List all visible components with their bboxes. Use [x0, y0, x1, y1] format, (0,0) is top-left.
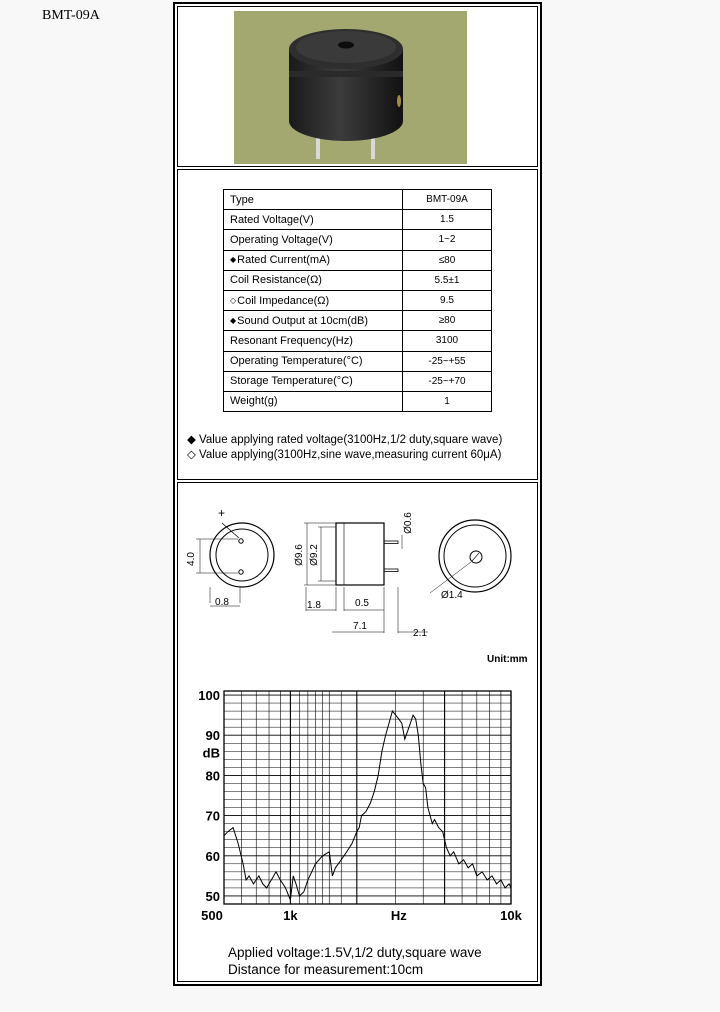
spec-value: -25~+70 [403, 371, 492, 391]
document-title: BMT-09A [42, 8, 100, 23]
spec-row [224, 230, 492, 250]
spec-param-label: Rated Current(mA) [237, 254, 331, 267]
spec-param [224, 351, 403, 371]
spec-param [224, 331, 403, 351]
dim-inner-dia-label: Ø9.2 [309, 544, 320, 566]
spec-param-label: Storage Temperature(°C) [230, 375, 353, 388]
spec-row [224, 371, 492, 391]
y-tick-label: 50 [205, 888, 220, 904]
spec-panel [177, 169, 538, 480]
buzzer-illustration [234, 11, 467, 164]
spec-marker: ◆ [230, 255, 237, 265]
spec-param [224, 210, 403, 230]
dim-pin-spacing-label: 1.8 [307, 600, 321, 611]
spec-param-label: Coil Resistance(Ω) [230, 274, 322, 287]
spec-value: 3100 [403, 331, 492, 351]
spec-row [224, 210, 492, 230]
spec-param-label: Operating Voltage(V) [230, 233, 333, 246]
unit-label: Unit:mm [487, 654, 528, 665]
spec-notes [187, 433, 502, 463]
bottom-view [430, 520, 511, 593]
note-filled: ◆ Value applying rated voltage(3100Hz,1/2 duty,square wave) [187, 434, 503, 446]
spec-param-label: Resonant Frequency(Hz) [230, 334, 353, 347]
x-tick-label: Hz [390, 908, 407, 923]
spec-value: ≥80 [403, 311, 492, 331]
spec-value: 9.5 [403, 290, 492, 310]
x-tick-label: 500 [201, 908, 223, 923]
spec-value: ≤80 [403, 250, 492, 270]
dim-pin-length-label: 2.1 [413, 628, 427, 639]
spec-header-row [224, 190, 492, 210]
spec-marker: ◇ [230, 295, 237, 305]
photo-panel [177, 6, 538, 167]
x-tick-label: 10k [500, 908, 522, 923]
product-photo [234, 11, 467, 164]
spec-row [224, 311, 492, 331]
dim-pin-offset-label: 0.8 [215, 597, 229, 608]
spec-param [224, 270, 403, 290]
y-tick-label: 60 [205, 848, 220, 864]
lower-panel [177, 482, 538, 982]
spec-value: 1.5 [403, 210, 492, 230]
spec-value: -25~+55 [403, 351, 492, 371]
dim-height-label: 4.0 [186, 552, 197, 566]
spec-row [224, 270, 492, 290]
plus-label: + [218, 506, 226, 520]
spec-param-label: Sound Output at 10cm(dB) [237, 314, 369, 327]
spec-marker: ◆ [230, 315, 237, 325]
spec-row [224, 391, 492, 411]
note-hollow: ◇ Value applying(3100Hz,sine wave,measuring current 60μA) [187, 449, 502, 461]
spec-param-label: Weight(g) [230, 395, 278, 408]
spec-value: 5.5±1 [403, 270, 492, 290]
spec-row [224, 290, 492, 310]
dim-base-label: 0.5 [355, 598, 369, 609]
spec-param [224, 311, 403, 331]
y-axis-ticks [198, 688, 220, 904]
spec-value: 1 [403, 391, 492, 411]
chart-caption [228, 944, 482, 978]
dim-pin-dia-label: Ø0.6 [403, 512, 414, 534]
caption-distance: Distance for measurement:10cm [228, 962, 424, 977]
spec-param-label: Coil Impedance(Ω) [237, 294, 330, 307]
spec-param [224, 371, 403, 391]
dim-body-height-label: 7.1 [353, 621, 367, 632]
spec-header-param: Type [224, 190, 403, 210]
spec-row [224, 351, 492, 371]
chart-grid [224, 691, 511, 904]
spec-row [224, 331, 492, 351]
dim-hole-dia-label: Ø1.4 [441, 590, 463, 601]
spec-value: 1~2 [403, 230, 492, 250]
y-axis-label: dB [202, 745, 220, 761]
dimension-drawing [178, 483, 537, 643]
side-view [304, 523, 428, 633]
y-tick-label: 100 [198, 688, 220, 704]
x-axis-ticks [201, 908, 522, 923]
frequency-response-chart [178, 679, 537, 929]
x-tick-label: 1k [283, 908, 298, 923]
spec-param [224, 391, 403, 411]
spec-param-label: Rated Voltage(V) [230, 213, 314, 226]
spec-param [224, 250, 403, 270]
spec-header-value: BMT-09A [403, 190, 492, 210]
y-tick-label: 90 [205, 728, 220, 744]
caption-applied-voltage: Applied voltage:1.5V,1/2 duty,square wave [228, 945, 482, 960]
y-tick-label: 80 [205, 768, 220, 784]
spec-param [224, 230, 403, 250]
spec-param [224, 290, 403, 310]
spec-row [224, 250, 492, 270]
datasheet-frame [173, 2, 542, 986]
top-view [196, 523, 274, 606]
spec-param-label: Operating Temperature(°C) [230, 355, 363, 368]
dim-outer-dia-label: Ø9.6 [294, 544, 305, 566]
y-tick-label: 70 [205, 808, 220, 824]
spec-table [223, 189, 492, 412]
